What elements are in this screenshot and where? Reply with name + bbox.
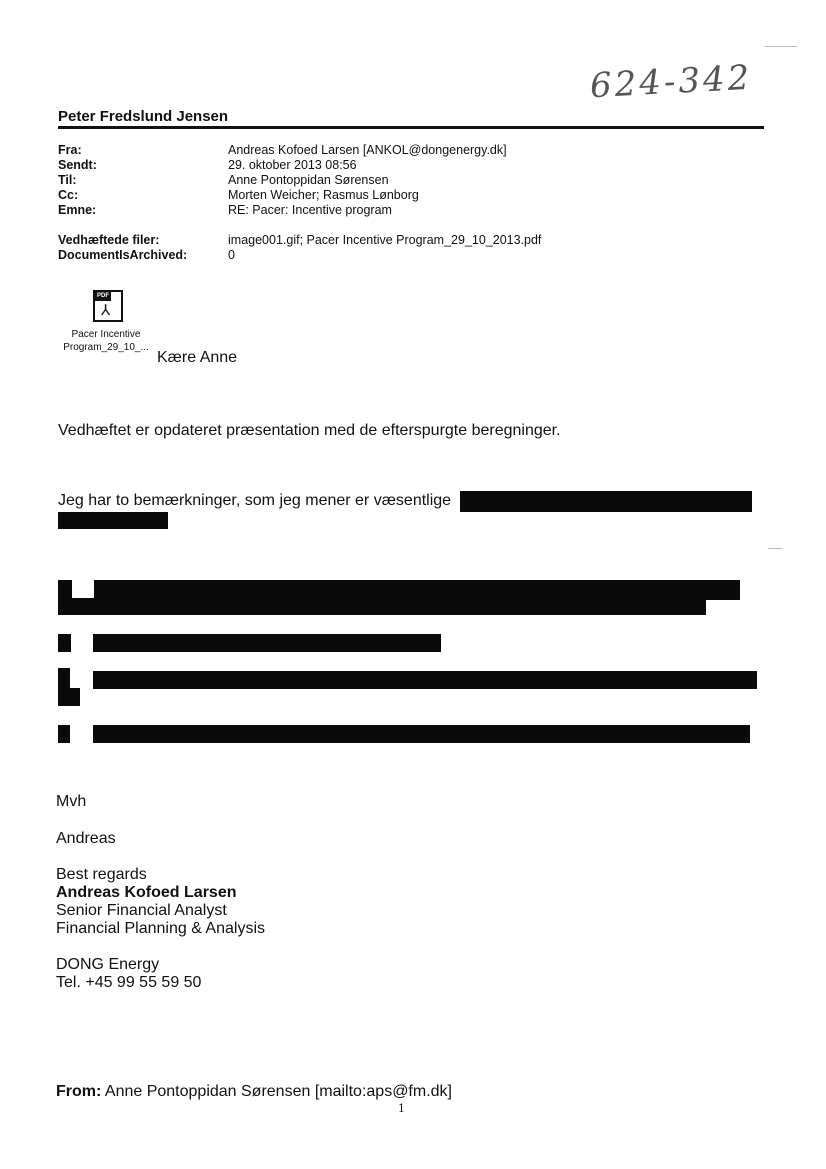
scan-speck (768, 548, 782, 549)
page-number: 1 (398, 1102, 405, 1115)
subject-label: Emne: (58, 203, 97, 217)
attachment-caption-line1: Pacer Incentive (71, 329, 141, 340)
redaction-bar (93, 634, 441, 652)
body-paragraph-1: Vedhæftet er opdateret præsentation med de efterspurgte beregninger. (58, 422, 561, 439)
from-value: Andreas Kofoed Larsen [ANKOL@dongenergy.dk] (228, 143, 507, 157)
body-paragraph-2: Jeg har to bemærkninger, som jeg mener er væsentlige (58, 492, 452, 509)
handwritten-document-number: 624-342 (589, 57, 754, 107)
header-divider (58, 126, 764, 129)
mailbox-owner-name: Peter Fredslund Jensen (58, 108, 229, 125)
archived-label: DocumentIsArchived: (58, 248, 188, 262)
archived-value: 0 (228, 248, 235, 262)
forwarded-from-value: Anne Pontoppidan Sørensen [mailto:aps@fm.dk] (104, 1083, 452, 1100)
attachment-caption[interactable] (56, 328, 156, 354)
to-label: Til: (58, 173, 77, 187)
greeting: Kære Anne (157, 349, 238, 366)
sent-label: Sendt: (58, 158, 97, 172)
scan-speck (765, 46, 797, 47)
signer-department: Financial Planning & Analysis (56, 920, 266, 937)
redaction-gap (72, 580, 94, 598)
redaction-bullet (58, 634, 71, 652)
to-value: Anne Pontoppidan Sørensen (228, 173, 389, 187)
redaction-bullet (58, 725, 70, 743)
subject-value: RE: Pacer: Incentive program (228, 203, 392, 217)
cc-value: Morten Weicher; Rasmus Lønborg (228, 188, 419, 202)
attachment-caption-line2: Program_29_10_... (63, 342, 149, 353)
attachments-value: image001.gif; Pacer Incentive Program_29_10_2013.pdf (228, 233, 542, 247)
cc-label: Cc: (58, 188, 79, 202)
redaction-bar (93, 671, 757, 689)
forwarded-from-label: From: (56, 1083, 102, 1100)
forwarded-from-line (56, 1083, 452, 1101)
closing: Mvh (56, 793, 87, 810)
phone-number: Tel. +45 99 55 59 50 (56, 974, 202, 991)
signer-full-name: Andreas Kofoed Larsen (56, 884, 237, 901)
redaction-bar (93, 725, 750, 743)
redaction-bar (58, 580, 740, 600)
redaction-bar (460, 491, 752, 512)
best-regards: Best regards (56, 866, 147, 883)
redaction-bullet (58, 688, 80, 706)
redaction-bar (58, 598, 706, 615)
attachments-label: Vedhæftede filer: (58, 233, 160, 247)
from-label: Fra: (58, 143, 82, 157)
signer-title: Senior Financial Analyst (56, 902, 227, 919)
redaction-bar (58, 512, 168, 529)
company-name: DONG Energy (56, 956, 160, 973)
signer-first-name: Andreas (56, 830, 116, 847)
sent-value: 29. oktober 2013 08:56 (228, 158, 357, 172)
pdf-file-icon[interactable]: PDF ⅄ (93, 290, 123, 322)
